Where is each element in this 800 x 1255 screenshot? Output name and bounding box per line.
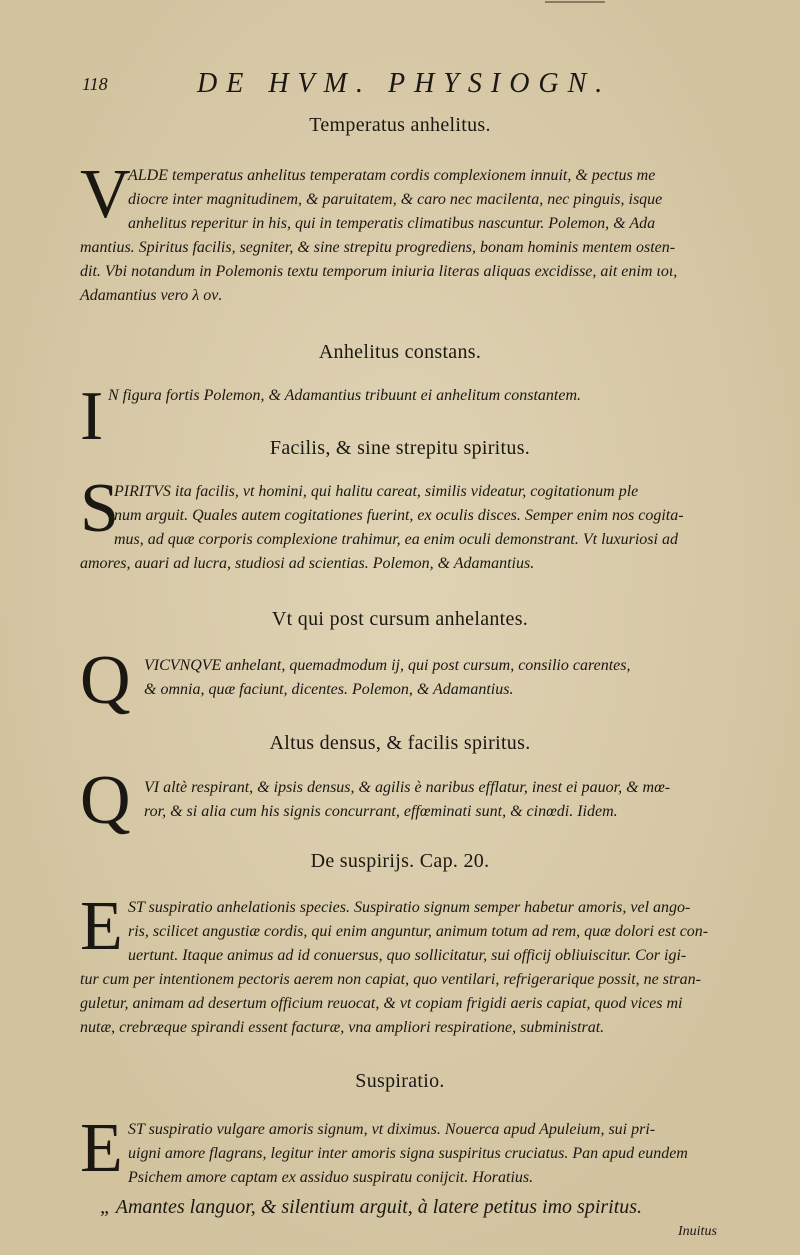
paragraph [80, 888, 765, 1040]
drop-cap: I [80, 378, 104, 455]
section-heading: Anhelitus constans. [318, 341, 482, 363]
paragraph [80, 156, 765, 308]
drop-cap: Q [80, 642, 131, 719]
paragraph [80, 762, 765, 839]
text-line: num arguit. Quales autem cogitationes fuerint, ex oculis disces. Semper enim nos cogita- [114, 507, 684, 524]
text-line: anhelitus reperitur in his, qui in temperatis climatibus nascuntur. Polemon, & Ada [128, 215, 656, 232]
text-line: Psichem amore captam ex assiduo suspiratu conijcit. Horatius. [128, 1169, 534, 1186]
drop-cap: S [80, 470, 119, 547]
running-title: DE HVM. PHYSIOGN. [197, 68, 612, 99]
section-heading: De suspirijs. Cap. 20. [310, 850, 490, 872]
text-line: nutæ, crebræque spirandi essent facturæ, vna ampliori respiratione, subministrat. [80, 1019, 605, 1036]
page-mark [545, 0, 605, 4]
page-number: 118 [82, 74, 108, 94]
catchword: Inuitus [678, 1224, 717, 1239]
drop-cap: Q [80, 762, 131, 839]
text-line: uigni amore flagrans, legitur inter amoris signa suspiritus cruciatus. Pan apud eundem [128, 1145, 688, 1162]
text-line: tur cum per intentionem pectoris aerem non capiat, quo ventilari, refrigerarique possit, ne stran- [80, 971, 701, 988]
text-line: N figura fortis Polemon, & Adamantius tribuunt ei anhelitum constantem. [108, 387, 582, 404]
section-heading: Altus densus, & facilis spiritus. [269, 732, 531, 754]
text-line: PIRITVS ita facilis, vt homini, qui halitu careat, similis videatur, cogitationum ple [114, 483, 639, 500]
text-line: guletur, animam ad desertum officium reuocat, & vt copiam frigidi aeris capiat, quod vices mi [80, 995, 683, 1012]
text-line: ST suspiratio anhelationis species. Suspiratio signum semper habetur amoris, vel ango- [128, 899, 691, 916]
drop-cap: E [80, 1110, 123, 1187]
drop-cap: E [80, 888, 123, 965]
text-line: amores, auari ad lucra, studiosi ad scientias. Polemon, & Adamantius. [80, 555, 535, 572]
section-heading: Temperatus anhelitus. [309, 114, 491, 136]
paragraph [80, 1110, 765, 1220]
quoted-verse-line: „ Amantes languor, & silentium arguit, à latere petitus imo spiritus. [100, 1196, 643, 1218]
text-line: Adamantius vero λ ον. [80, 287, 223, 304]
text-line: mantius. Spiritus facilis, segniter, & sine strepitu progrediens, bonam hominis mentem osten- [80, 239, 676, 256]
text-line: uertunt. Itaque animus ad id conuersus, quo sollicitatur, sui officij obliuiscitur. Cor igi- [128, 947, 687, 964]
text-line: ris, scilicet angustiæ cordis, qui enim anguntur, animum totum ad rem, quæ dolori est con- [128, 923, 709, 940]
text-line: ALDE temperatus anhelitus temperatam cordis complexionem innuit, & pectus me [128, 167, 656, 184]
text-line: VI altè respirant, & ipsis densus, & agilis è naribus efflatur, inest ei pauor, & mœ- [144, 779, 671, 796]
text-line: ST suspiratio vulgare amoris signum, vt diximus. Nouerca apud Apuleium, sui pri- [128, 1121, 656, 1138]
text-line: & omnia, quæ faciunt, dicentes. Polemon, & Adamantius. [144, 681, 514, 698]
text-line: ror, & si alia cum his signis concurrant, effœminati sunt, & cinœdi. Iidem. [144, 803, 618, 820]
paragraph [80, 642, 765, 719]
paragraph [80, 470, 765, 576]
section-heading: Facilis, & sine strepitu spiritus. [269, 437, 531, 459]
page-header [82, 68, 722, 108]
text-line: diocre inter magnitudinem, & paruitatem, & caro nec macilenta, nec pinguis, isque [128, 191, 663, 208]
text-line: mus, ad quæ corporis complexione trahimur, ea enim oculi demonstrant. Vt luxuriosi ad [114, 531, 678, 548]
section-heading: Suspiratio. [355, 1070, 445, 1092]
text-line: dit. Vbi notandum in Polemonis textu temporum iniuria literas aliquas excidisse, ait enim ιοι, [80, 263, 678, 280]
text-line: VICVNQVE anhelant, quemadmodum ij, qui post cursum, consilio carentes, [144, 657, 631, 674]
section-heading: Vt qui post cursum anhelantes. [271, 608, 529, 630]
drop-cap: V [80, 156, 131, 233]
